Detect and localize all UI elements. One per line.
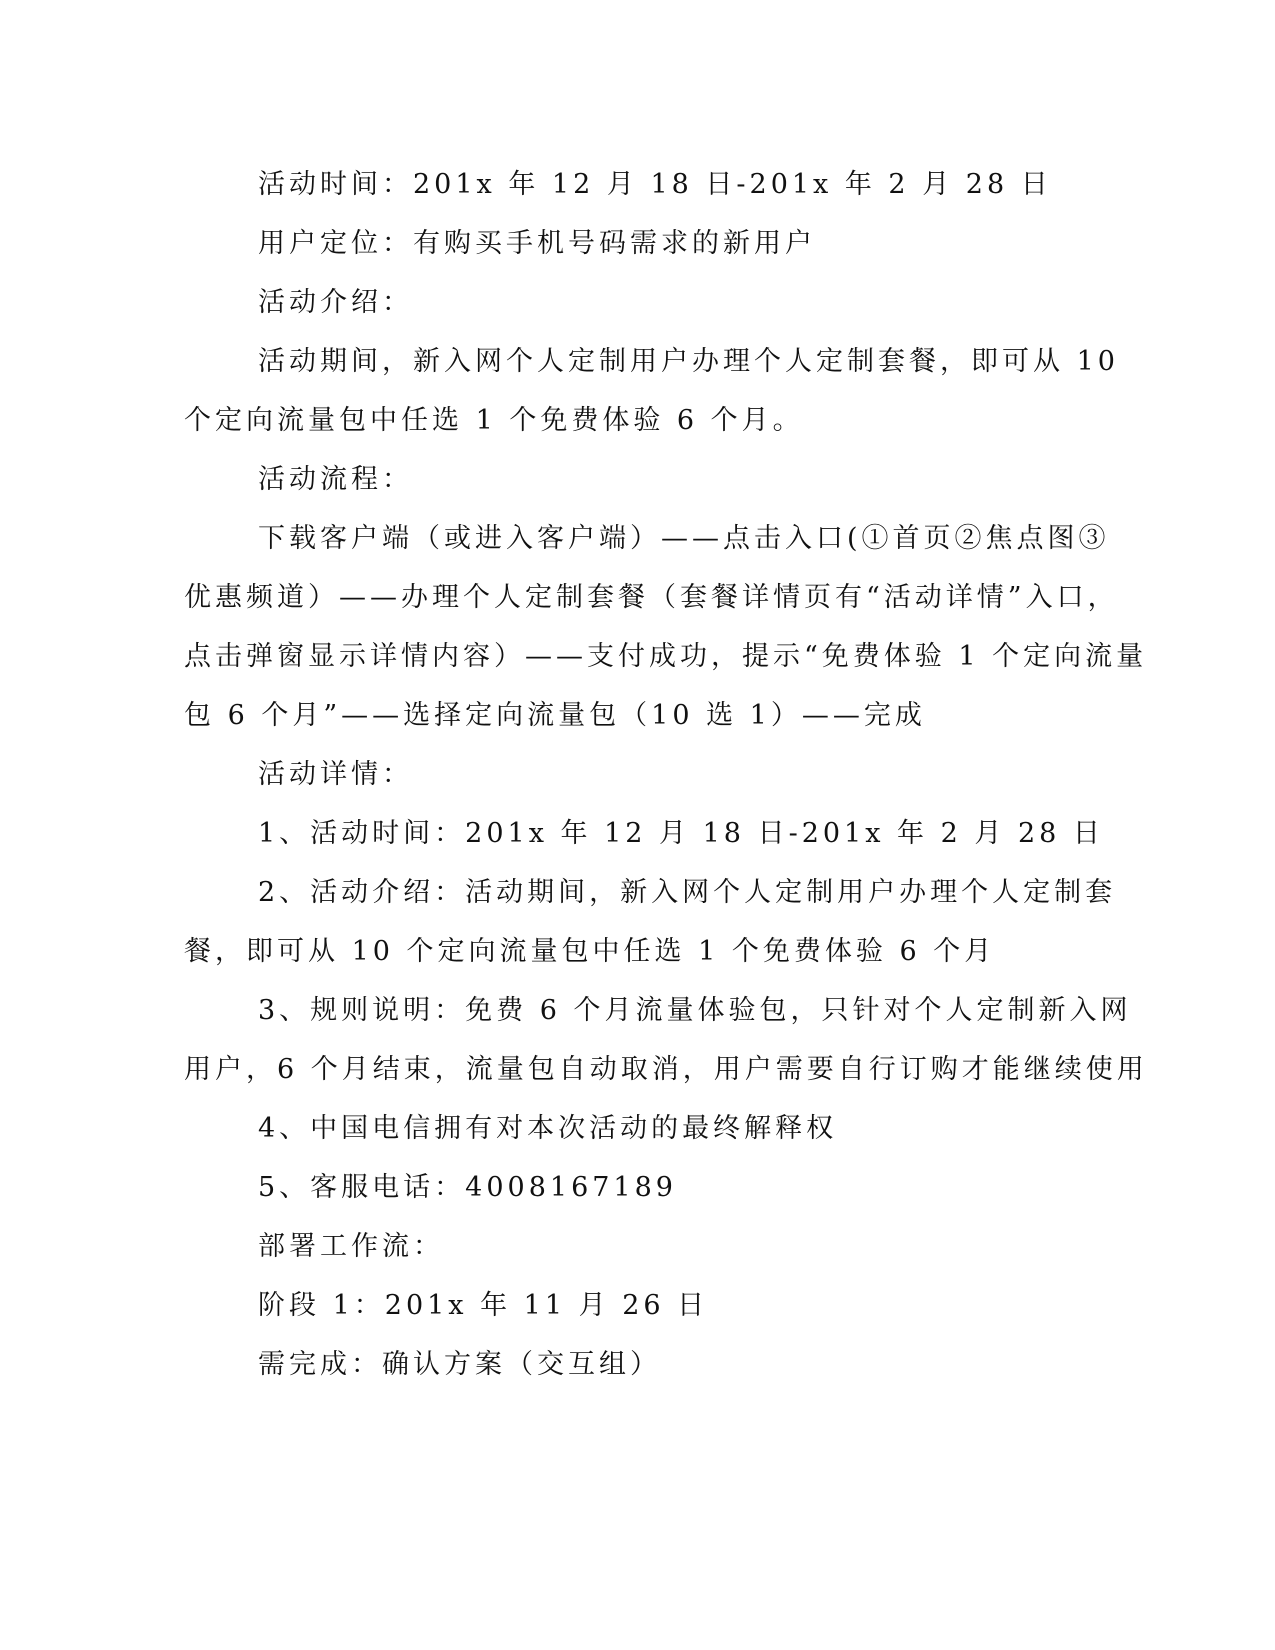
details-heading: 活动详情： <box>258 759 413 790</box>
intro-paragraph-line: 个定向流量包中任选 1 个免费体验 6 个月。 <box>184 405 804 436</box>
flow-paragraph-line: 包 6 个月”——选择定向流量包（10 选 1）——完成 <box>184 700 926 731</box>
document-body <box>184 155 1148 1394</box>
flow-paragraph-line: 点击弹窗显示详情内容）——支付成功，提示“免费体验 1 个定向流量 <box>184 641 1148 672</box>
detail-item-4: 4、中国电信拥有对本次活动的最终解释权 <box>258 1113 838 1144</box>
stage-1-line: 阶段 1：201x 年 11 月 26 日 <box>258 1290 709 1321</box>
detail-item-2-continued: 餐，即可从 10 个定向流量包中任选 1 个免费体验 6 个月 <box>184 936 996 967</box>
user-positioning-line: 用户定位：有购买手机号码需求的新用户 <box>258 228 816 259</box>
flow-paragraph-line: 优惠频道）——办理个人定制套餐（套餐详情页有“活动详情”入口， <box>184 582 1119 613</box>
detail-item-1: 1、活动时间：201x 年 12 月 18 日-201x 年 2 月 28 日 <box>258 818 1104 849</box>
intro-paragraph-line: 活动期间，新入网个人定制用户办理个人定制套餐，即可从 10 <box>258 346 1119 377</box>
detail-item-3-continued: 用户，6 个月结束，流量包自动取消，用户需要自行订购才能继续使用 <box>184 1054 1148 1085</box>
workflow-heading: 部署工作流： <box>258 1231 444 1262</box>
detail-item-2: 2、活动介绍：活动期间，新入网个人定制用户办理个人定制套 <box>258 877 1117 908</box>
intro-heading: 活动介绍： <box>258 287 413 318</box>
detail-item-5: 5、客服电话：4008167189 <box>258 1172 677 1203</box>
activity-time-line: 活动时间：201x 年 12 月 18 日-201x 年 2 月 28 日 <box>258 169 1052 200</box>
flow-paragraph-line: 下载客户端（或进入客户端）——点击入口(①首页②焦点图③ <box>258 523 1110 554</box>
detail-item-3: 3、规则说明：免费 6 个月流量体验包，只针对个人定制新入网 <box>258 995 1132 1026</box>
flow-heading: 活动流程： <box>258 464 413 495</box>
to-complete-line: 需完成：确认方案（交互组） <box>258 1349 661 1380</box>
